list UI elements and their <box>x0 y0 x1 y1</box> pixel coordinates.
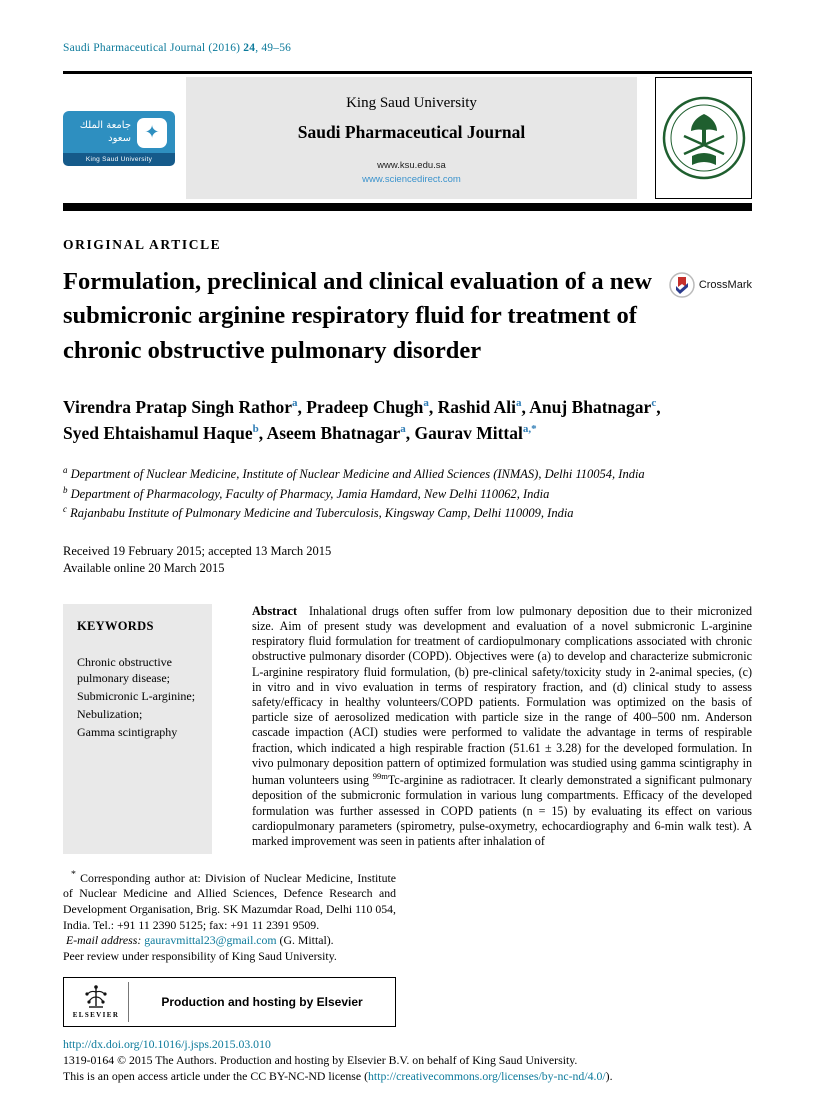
corresponding-author-note: * Corresponding author at: Division of Nuclear Medicine, Institute of Nuclear Medicine and Allied Sciences, Defence Research and Development Organisation, Brig. SK Mazumdar Road, Delhi 110 054, India. Tel.: +91 11 2390 5125; fax: +91 11 2391 9509. <box>63 868 396 932</box>
author: Pradeep Chugh$^a$, <box>306 396 438 417</box>
abstract-text-part1: Inhalational drugs often suffer from low pulmonary deposition due to their micronized size. Aim of present study was development and evaluation of a novel submicronic L-arginine respiratory fluid formulation for treatment of cardiopulmonary complications associated with chronic obstructive pulmonary disorder (COPD). Objectives were (a) to develop and characterize submicronic L-arginine respiratory fluid formulation, (b) pre-clinical safety/toxicity study in 2-animal species, (c) in vitro and in vivo evaluation in terms of respiratory fraction, and (d) clinical study to assess safety/efficacy in healthy volunteers/COPD patients. Formulation was optimized on the basis of particle size of aerosolized medication with particle size in the range of 400–500 nm. Anderson cascade impaction (ACI) studies were performed to validate the advantage in terms of respirable fraction, which indicated a high respirable fraction (51.61 ± 3.28) for the developed formulation. In vivo pulmonary deposition pattern of optimized formulation was studied using gamma scintigraphy in human volunteers using <box>252 603 752 788</box>
abstract-label: Abstract <box>252 603 298 618</box>
crossmark-badge[interactable] <box>669 271 752 299</box>
peer-review-note: Peer review under responsibility of King Saud University. <box>63 948 337 963</box>
citation-volume: 24 <box>243 42 256 54</box>
author-affiliation-sup: a <box>423 397 429 410</box>
article-title: Formulation, preclinical and clinical evaluation of a new submicronic arginine respiratory fluid for treatment of chronic obstructive pulmonary disorder <box>63 268 652 364</box>
author-list <box>63 394 752 447</box>
keywords-list <box>77 654 198 741</box>
footnote-block <box>63 868 396 965</box>
ksu-url-text: www.ksu.edu.sa <box>377 160 446 171</box>
elsevier-tree-icon <box>81 984 111 1010</box>
doi-link[interactable]: http://dx.doi.org/10.1016/j.jsps.2015.03.010 <box>63 1036 271 1051</box>
abstract-paragraph <box>252 604 752 854</box>
banner-center <box>186 77 637 199</box>
crossmark-icon <box>669 272 695 298</box>
issn-copyright-line: 1319-0164 © 2015 The Authors. Production and hosting by Elsevier B.V. on behalf of King Saud University. <box>63 1052 578 1067</box>
crossmark-label: CrossMark <box>698 279 752 291</box>
author: Gaurav Mittal$^{a,*}$ <box>414 423 537 444</box>
elsevier-logo <box>64 981 128 1022</box>
email-label: E-mail address: <box>66 933 145 948</box>
author-affiliation-sup: a <box>400 423 406 436</box>
keywords-abstract-row <box>63 604 752 854</box>
affiliation: $^b$ Department of Pharmacology, Faculty of Pharmacy, Jamia Hamdard, New Delhi 110062, India <box>63 484 550 501</box>
author: Syed Ehtaishamul Haque$^b$, <box>63 423 267 444</box>
ksu-logo-symbol-icon: ✦ <box>137 118 167 148</box>
article-type-label: ORIGINAL ARTICLE <box>63 237 222 252</box>
sciencedirect-link[interactable]: www.sciencedirect.com <box>362 174 461 186</box>
keyword-item: Nebulization; <box>77 707 143 721</box>
author-line-1 <box>63 394 752 420</box>
keyword-item: Submicronic L-arginine; <box>77 689 196 704</box>
elsevier-wordmark: ELSEVIER <box>72 1011 120 1020</box>
journal-citation-link[interactable] <box>63 42 291 54</box>
available-online-date: Available online 20 March 2015 <box>63 561 225 576</box>
ksu-logo-main <box>63 111 175 153</box>
keywords-box <box>63 604 212 854</box>
ksu-logo <box>63 111 175 166</box>
ksu-logo-cell <box>63 77 186 199</box>
abstract-text-part2: Tc-arginine as radiotracer. It clearly demonstrated a significant pulmonary deposition of the submicronic formulation in various lung compartments. Efficacy of the developed formulation was further assessed in COPD patients (n = 15) by evaluating its effect on various cardiopulmonary parameters (spirometry, pulse-oxymetry, echocardiography and 6-min walk test). A marked improvement was seen in patients after inhalation of <box>252 773 753 849</box>
affiliation-list <box>63 464 752 522</box>
citation-prefix: Saudi Pharmaceutical Journal (2016) <box>63 42 244 54</box>
author-line-2 <box>63 420 752 446</box>
banner-journal-name: Saudi Pharmaceutical Journal <box>297 122 526 142</box>
keyword-item: Gamma scintigraphy <box>77 724 178 739</box>
author: Virendra Pratap Singh Rathor$^a$, <box>63 396 307 417</box>
author-affiliation-sup: a,* <box>522 423 537 436</box>
received-accepted-dates: Received 19 February 2015; accepted 13 March 2015 <box>63 543 332 558</box>
ksu-logo-arabic-text: جامعة الملك سعود <box>79 120 131 144</box>
email-link[interactable]: gauravmittal23@gmail.com <box>144 933 277 948</box>
page-footer <box>63 1037 752 1085</box>
banner-urls <box>186 159 637 188</box>
author-affiliation-sup: b <box>252 423 259 436</box>
footnote-marker: * <box>71 868 76 880</box>
title-row <box>63 265 752 368</box>
ksu-emblem-box <box>655 77 752 199</box>
email-suffix: (G. Mittal). <box>276 933 334 948</box>
author-affiliation-sup: c <box>651 397 657 410</box>
publisher-box <box>63 977 396 1027</box>
author: Aseem Bhatnagar$^a$, <box>266 423 415 444</box>
author-affiliation-sup: a <box>515 397 522 410</box>
abstract-isotope-sup: 99m <box>372 771 388 782</box>
citation-pages: , 49–56 <box>255 42 292 54</box>
license-line: This is an open access article under the CC BY-NC-ND license (http://creativecommons.org/licenses/by-nc-nd/4.0/). <box>63 1068 613 1083</box>
affiliation: $^a$ Department of Nuclear Medicine, Institute of Nuclear Medicine and Allied Sciences (INMAS), Delhi 110054, India <box>63 465 645 482</box>
author: Rashid Ali$^a$, <box>437 396 530 417</box>
ksu-emblem-icon <box>662 96 746 180</box>
author-affiliation-sup: a <box>291 397 298 410</box>
author: Anuj Bhatnagar$^c$, <box>529 396 661 417</box>
keywords-heading: KEYWORDS <box>77 618 154 633</box>
production-hosting-label: Production and hosting by Elsevier <box>161 994 363 1009</box>
ksu-logo-caption: King Saud University <box>63 153 175 166</box>
journal-banner <box>63 77 752 199</box>
banner-university-name: King Saud University <box>346 95 477 111</box>
article-dates <box>63 543 752 578</box>
license-link[interactable]: http://creativecommons.org/licenses/by-nc-nd/4.0/ <box>368 1068 606 1083</box>
affiliation: $^c$ Rajanbabu Institute of Pulmonary Medicine and Tuberculosis, Kingsway Camp, Delhi 110009, India <box>63 504 574 521</box>
banner-bottom-rule <box>63 203 752 211</box>
top-rule <box>63 71 752 74</box>
keyword-item: Chronic obstructive pulmonary disease; <box>77 654 172 686</box>
email-line <box>63 933 396 949</box>
